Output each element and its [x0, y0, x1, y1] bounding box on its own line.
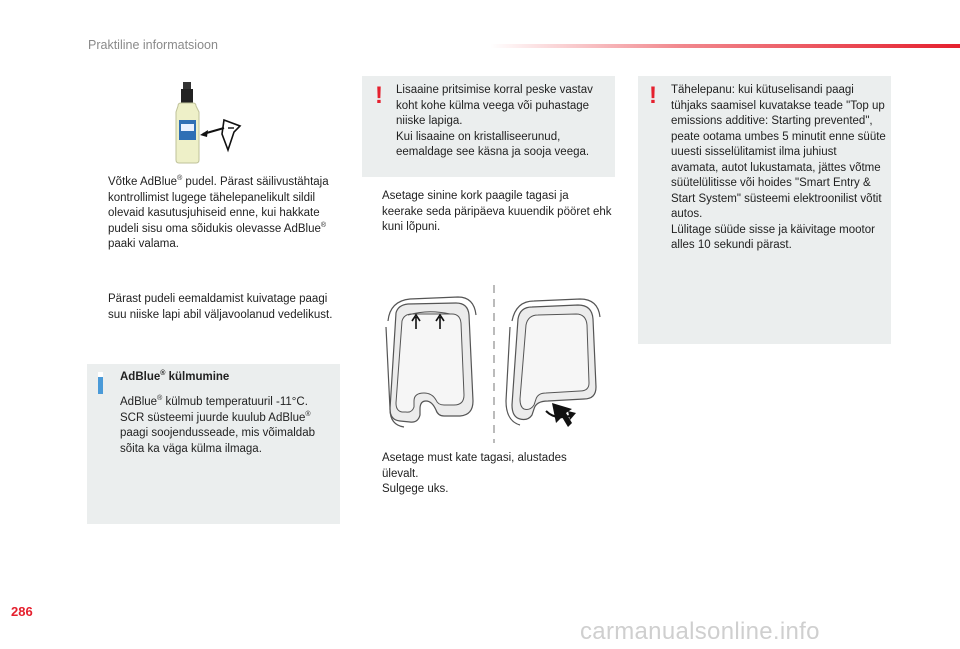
step-dry-tank-neck — [88, 292, 338, 323]
step-replace-black-cover — [362, 451, 592, 482]
watermark-text: carmanualsonline.info — [580, 618, 820, 645]
warning-text: Tähelepanu: kui kütuselisandi paagi tühjaks saamisel kuvatakse teade "Top up emissions additive: Starting prevented", peate ootama umbes 5 minutit enne süüte uuesti sisselülitamist ilma juhiust avamata, autot lukustamata, jättes võtme süütelülitisse või hoides "Smart Entry & Start System" süsteemi elektroonilist võtit autos. Lülitage süüde sisse ja käivitage mootor alles 10 sekundi pärast. — [671, 84, 886, 251]
step-text: Asetage sinine kork paagile tagasi ja keerake seda päripäeva kuuendik pööret ehk kuni lõpuni. — [382, 190, 612, 233]
adblue-bottle-illustration — [172, 82, 250, 166]
step-text: Pärast pudeli eemaldamist kuivatage paagi suu niiske lapi abil väljavoolanud vedelikust. — [108, 293, 333, 321]
info-icon — [98, 372, 103, 394]
bullet-arrow-icon — [362, 451, 382, 482]
header-title: Praktiline informatsioon — [88, 38, 218, 52]
bullet-arrow-icon — [362, 482, 382, 498]
step-text: Võtke AdBlue® pudel. Pärast säilivustähtaja kontrollimist lugege tähelepanelikult sildil olevaid kasutusjuhiseid enne, kui hakkate pudeli sisu oma sõidukis olevasse AdBlue® paaki valama. — [108, 175, 329, 250]
step-text: Sulgege uks. — [382, 483, 449, 495]
step-close-door — [362, 482, 592, 498]
page-number: 286 — [11, 604, 33, 619]
bullet-arrow-icon — [88, 175, 108, 253]
step-replace-blue-cap — [362, 189, 612, 236]
header-accent-line — [490, 44, 960, 48]
warning-exclamation-icon: ! — [649, 82, 657, 109]
warning-text: Lisaaine pritsimise korral peske vastav koht kohe külma veega või puhastage niiske lapiga. Kui lisaaine on kristalliseerunud, eemaldage see käsna ja sooja veega. — [396, 84, 593, 158]
info-box-freezing — [87, 364, 340, 524]
bullet-arrow-icon — [362, 189, 382, 236]
warning-exclamation-icon: ! — [375, 82, 383, 109]
warning-box-spill — [362, 76, 615, 177]
step-text: Asetage must kate tagasi, alustades ülevalt. — [382, 452, 567, 480]
warning-box-empty-tank — [638, 76, 891, 344]
tank-cover-illustration — [378, 283, 610, 445]
step-take-bottle — [88, 175, 346, 253]
info-box-title: AdBlue® külmumine — [120, 370, 230, 383]
info-box-text: AdBlue® külmub temperatuuril -11°C. SCR süsteemi juurde kuulub AdBlue® paagi soojendusseade, mis võimaldab sõita ka väga külma ilmaga. — [120, 395, 315, 455]
bullet-arrow-icon — [88, 292, 108, 323]
